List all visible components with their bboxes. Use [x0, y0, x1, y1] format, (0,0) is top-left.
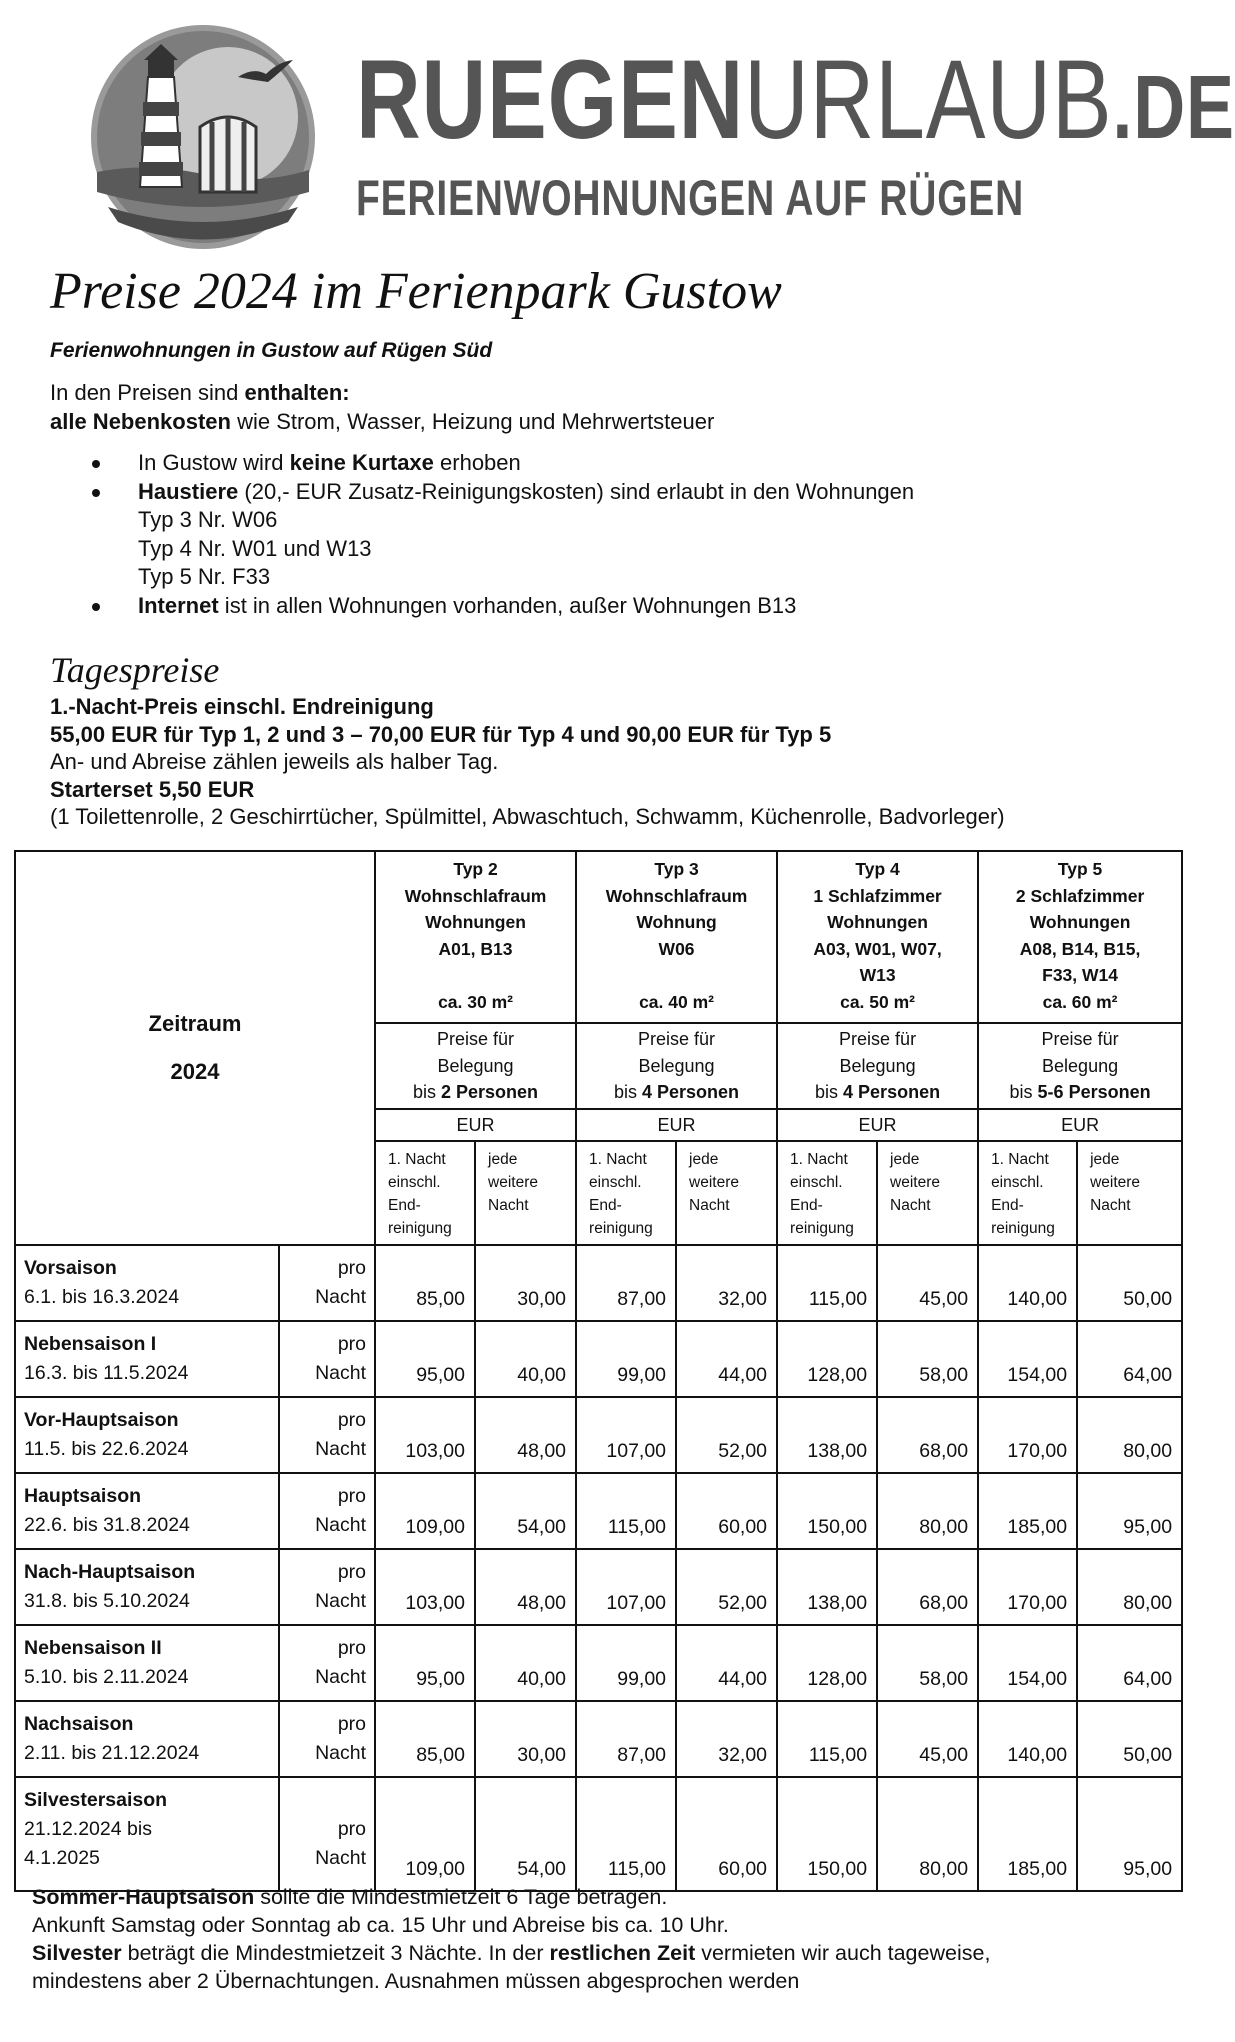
first-night-price: 109,00: [375, 1473, 475, 1549]
type-units: W06: [658, 938, 695, 959]
occupancy-text: Preise für: [839, 1029, 917, 1050]
type-name: Typ 3: [654, 859, 699, 879]
type-units: A03, W01, W07,: [813, 938, 942, 959]
first-night-price: 115,00: [576, 1777, 676, 1891]
bullet-text: erhoben: [433, 450, 521, 475]
first-night-label: reinigung: [790, 1220, 854, 1237]
bullet-bold: keine Kurtaxe: [289, 450, 434, 475]
first-night-label: einschl.: [991, 1174, 1044, 1191]
per-night-cell: [279, 1245, 375, 1321]
type-header: [978, 851, 1182, 1023]
next-night-price: 95,00: [1077, 1777, 1182, 1891]
page-title: Preise 2024 im Ferienpark Gustow: [50, 263, 782, 320]
first-night-price: 154,00: [978, 1625, 1077, 1701]
night-label: Nacht: [315, 1362, 367, 1384]
spacer: [280, 1786, 366, 1815]
type-units: [376, 962, 575, 989]
first-night-label: 1. Nacht: [790, 1151, 848, 1168]
occupancy-persons: 2 Personen: [441, 1082, 539, 1103]
season-dates: 16.3. bis 11.5.2024: [24, 1362, 189, 1384]
next-night-price: 48,00: [475, 1397, 576, 1473]
first-night-label: reinigung: [991, 1220, 1055, 1237]
next-night-price: 58,00: [877, 1625, 978, 1701]
price-table: [14, 850, 1183, 1892]
type-units: A01, B13: [438, 938, 513, 959]
season-name: Hauptsaison: [24, 1485, 142, 1507]
first-night-price: 138,00: [777, 1397, 877, 1473]
season-cell: [15, 1701, 279, 1777]
first-night-label: reinigung: [388, 1220, 452, 1237]
lighthouse-beachchair-seagull-logo-icon: [88, 22, 318, 252]
next-night-price: 40,00: [475, 1321, 576, 1397]
season-name: Nach-Hauptsaison: [24, 1561, 196, 1583]
note-text: beträgt die Mindestmietzeit 3 Nächte. In der: [121, 1941, 550, 1965]
next-night-price: 60,00: [676, 1473, 777, 1549]
first-night-label: einschl.: [790, 1174, 843, 1191]
night-label: Nacht: [315, 1514, 367, 1536]
zeitraum-label: Zeitraum: [148, 1011, 242, 1036]
bullet-text: In Gustow wird: [138, 450, 290, 475]
first-night-label: reinigung: [589, 1220, 653, 1237]
starterset-contents: (1 Toilettenrolle, 2 Geschirrtücher, Spülmittel, Abwaschtuch, Schwamm, Küchenrolle, Badvorleger): [50, 804, 1005, 829]
intro-line-2-bold: alle Nebenkosten: [50, 409, 231, 434]
night-label: Nacht: [315, 1666, 367, 1688]
first-night-price: 87,00: [576, 1701, 676, 1777]
bullet-icon: [92, 603, 100, 611]
type-units: F33, W14: [1042, 965, 1118, 985]
first-night-label: End-: [790, 1197, 823, 1214]
season-cell: [15, 1397, 279, 1473]
per-night-cell: [279, 1397, 375, 1473]
per-label: pro: [337, 1713, 367, 1735]
note-bold: restlichen Zeit: [549, 1941, 696, 1965]
next-night-header: [676, 1141, 777, 1245]
season-dates: 22.6. bis 31.8.2024: [24, 1514, 190, 1536]
note-line: [32, 1883, 990, 1911]
per-label: pro: [337, 1561, 367, 1583]
bullet-text: (20,- EUR Zusatz-Reinigungskosten) sind erlaubt in den Wohnungen: [238, 478, 915, 504]
bullet-bold: Internet: [138, 592, 219, 618]
per-night-cell: [279, 1625, 375, 1701]
table-row: [15, 1473, 1182, 1549]
next-night-label: jede: [1090, 1151, 1120, 1168]
first-night-price: 85,00: [375, 1701, 475, 1777]
occupancy-cell: [777, 1023, 978, 1109]
next-night-label: jede: [488, 1151, 518, 1168]
first-night-price: 109,00: [375, 1777, 475, 1891]
intro-line-2-text: wie Strom, Wasser, Heizung und Mehrwertsteuer: [230, 409, 715, 434]
day-price-line: 55,00 EUR für Typ 1, 2 und 3 – 70,00 EUR für Typ 4 und 90,00 EUR für Typ 5: [50, 721, 832, 747]
next-night-price: 45,00: [877, 1245, 978, 1321]
night-label: Nacht: [315, 1590, 367, 1612]
type-desc: Wohnschlafraum: [404, 885, 547, 906]
type-name: Typ 5: [1057, 859, 1103, 879]
first-night-header: [375, 1141, 475, 1245]
list-item: [92, 592, 914, 621]
type-desc: Wohnschlafraum: [605, 885, 748, 906]
occupancy-text: Belegung: [638, 1055, 715, 1076]
type-desc: Wohnungen: [1029, 912, 1131, 932]
first-night-price: 154,00: [978, 1321, 1077, 1397]
occupancy-text: bis: [815, 1082, 844, 1103]
occupancy-cell: [576, 1023, 777, 1109]
per-label: pro: [337, 1637, 367, 1659]
season-name: Vor-Hauptsaison: [24, 1409, 179, 1431]
first-night-price: 107,00: [576, 1397, 676, 1473]
season-dates: 21.12.2024 bis: [24, 1818, 152, 1840]
first-night-label: einschl.: [388, 1174, 441, 1191]
type-desc: 1 Schlafzimmer: [813, 885, 942, 906]
table-row: [15, 1777, 1182, 1891]
note-line: Ankunft Samstag oder Sonntag ab ca. 15 Uhr und Abreise bis ca. 10 Uhr.: [32, 1913, 729, 1937]
next-night-label: Nacht: [689, 1197, 730, 1214]
occupancy-persons: 4 Personen: [642, 1082, 740, 1103]
season-dates: 4.1.2025: [24, 1847, 100, 1869]
note-line: mindestens aber 2 Übernachtungen. Ausnahmen müssen abgesprochen werden: [32, 1969, 800, 1993]
occupancy-persons: 4 Personen: [843, 1082, 941, 1103]
occupancy-text: bis: [412, 1082, 441, 1103]
next-night-price: 68,00: [877, 1549, 978, 1625]
per-label: pro: [337, 1485, 367, 1507]
bullet-text: Typ 3 Nr. W06: [138, 507, 278, 532]
intro-text: [50, 378, 714, 436]
next-night-price: 30,00: [475, 1245, 576, 1321]
brand-name: [356, 37, 1235, 164]
next-night-label: weitere: [890, 1174, 941, 1191]
next-night-header: [1077, 1141, 1182, 1245]
type-size: ca. 30 m²: [438, 991, 513, 1012]
next-night-label: weitere: [1090, 1174, 1141, 1191]
occupancy-text: Preise für: [638, 1029, 716, 1050]
first-night-price: 138,00: [777, 1549, 877, 1625]
next-night-label: Nacht: [1090, 1197, 1131, 1214]
note-text: sollte die Mindestmietzeit 6 Tage betragen.: [254, 1885, 668, 1909]
next-night-price: 44,00: [676, 1625, 777, 1701]
season-name: Silvestersaison: [24, 1789, 168, 1811]
first-night-price: 85,00: [375, 1245, 475, 1321]
first-night-label: einschl.: [589, 1174, 642, 1191]
next-night-header: [877, 1141, 978, 1245]
season-name: Nachsaison: [24, 1713, 134, 1735]
note-text: vermieten wir auch tageweise,: [695, 1941, 991, 1965]
season-name: Vorsaison: [24, 1257, 117, 1279]
bullet-icon: [92, 460, 100, 468]
first-night-header: [576, 1141, 676, 1245]
season-dates: 6.1. bis 16.3.2024: [24, 1286, 180, 1308]
type-name: Typ 2: [453, 859, 498, 879]
type-header: [375, 851, 576, 1023]
first-night-label: End-: [388, 1197, 421, 1214]
footnotes: [32, 1883, 990, 1995]
per-label: pro: [337, 1257, 367, 1279]
table-row: [15, 1701, 1182, 1777]
first-night-price: 99,00: [576, 1321, 676, 1397]
first-night-price: 115,00: [777, 1245, 877, 1321]
occupancy-text: Belegung: [1042, 1055, 1119, 1076]
first-night-price: 115,00: [777, 1701, 877, 1777]
occupancy-text: bis: [614, 1082, 643, 1103]
next-night-price: 64,00: [1077, 1321, 1182, 1397]
occupancy-text: bis: [1009, 1082, 1038, 1103]
first-night-price: 95,00: [375, 1625, 475, 1701]
first-night-price: 170,00: [978, 1549, 1077, 1625]
page-subtitle: Ferienwohnungen in Gustow auf Rügen Süd: [50, 339, 493, 362]
next-night-price: 95,00: [1077, 1473, 1182, 1549]
season-cell: [15, 1549, 279, 1625]
bullet-text: Typ 4 Nr. W01 und W13: [138, 535, 372, 561]
next-night-price: 30,00: [475, 1701, 576, 1777]
first-night-price: 150,00: [777, 1473, 877, 1549]
type-units: W13: [859, 965, 896, 985]
night-label: Nacht: [315, 1742, 367, 1764]
note-bold: Silvester: [32, 1941, 122, 1965]
night-label: Nacht: [315, 1438, 367, 1460]
day-price-line: 1.-Nacht-Preis einschl. Endreinigung: [50, 694, 434, 719]
currency-cell: EUR: [978, 1109, 1182, 1141]
next-night-label: Nacht: [890, 1197, 931, 1214]
first-night-header: [978, 1141, 1077, 1245]
first-night-price: 150,00: [777, 1777, 877, 1891]
night-label: Nacht: [315, 1286, 367, 1308]
next-night-price: 45,00: [877, 1701, 978, 1777]
first-night-price: 140,00: [978, 1701, 1077, 1777]
starterset-line: Starterset 5,50 EUR: [50, 776, 255, 802]
next-night-label: Nacht: [488, 1197, 529, 1214]
type-desc: 2 Schlafzimmer: [1015, 885, 1145, 906]
first-night-price: 185,00: [978, 1777, 1077, 1891]
type-units: A08, B14, B15,: [1019, 938, 1141, 959]
next-night-price: 60,00: [676, 1777, 777, 1891]
type-size: ca. 50 m²: [840, 991, 915, 1012]
first-night-price: 95,00: [375, 1321, 475, 1397]
first-night-label: 1. Nacht: [388, 1151, 446, 1168]
day-price-info: [50, 693, 1005, 831]
next-night-price: 80,00: [1077, 1397, 1182, 1473]
table-row: [15, 1397, 1182, 1473]
per-label: pro: [337, 1333, 367, 1355]
occupancy-text: Belegung: [839, 1055, 916, 1076]
occupancy-text: Belegung: [437, 1055, 514, 1076]
type-header: [576, 851, 777, 1023]
first-night-price: 185,00: [978, 1473, 1077, 1549]
type-name: Typ 4: [855, 859, 900, 879]
zeitraum-header: [15, 851, 375, 1245]
per-night-cell: [279, 1549, 375, 1625]
first-night-label: End-: [991, 1197, 1024, 1214]
next-night-price: 48,00: [475, 1549, 576, 1625]
table-row: [15, 1549, 1182, 1625]
type-header: [777, 851, 978, 1023]
brand-tld: .DE: [1112, 58, 1235, 158]
season-cell: [15, 1321, 279, 1397]
first-night-label: 1. Nacht: [991, 1151, 1049, 1168]
table-row: [15, 1321, 1182, 1397]
next-night-price: 44,00: [676, 1321, 777, 1397]
per-label: pro: [337, 1818, 367, 1840]
next-night-header: [475, 1141, 576, 1245]
first-night-price: 128,00: [777, 1321, 877, 1397]
season-cell: [15, 1245, 279, 1321]
first-night-price: 103,00: [375, 1549, 475, 1625]
brand-light: URLAUB: [744, 37, 1113, 162]
next-night-price: 64,00: [1077, 1625, 1182, 1701]
first-night-label: 1. Nacht: [589, 1151, 647, 1168]
currency-cell: EUR: [777, 1109, 978, 1141]
next-night-price: 54,00: [475, 1473, 576, 1549]
season-name: Nebensaison I: [24, 1333, 157, 1355]
site-logo: [88, 22, 1235, 252]
occupancy-persons: 5-6 Personen: [1037, 1082, 1151, 1103]
currency-cell: EUR: [375, 1109, 576, 1141]
intro-line-1-bold: enthalten:: [244, 380, 350, 405]
per-night-cell: [279, 1701, 375, 1777]
list-item-continuation: [92, 563, 914, 592]
type-desc: Wohnung: [636, 912, 717, 932]
occupancy-cell: [375, 1023, 576, 1109]
occupancy-cell: [978, 1023, 1182, 1109]
next-night-price: 68,00: [877, 1397, 978, 1473]
intro-line-1: [50, 378, 714, 407]
included-list: [92, 449, 914, 620]
first-night-price: 128,00: [777, 1625, 877, 1701]
next-night-price: 50,00: [1077, 1701, 1182, 1777]
occupancy-text: Preise für: [437, 1029, 515, 1050]
note-line: [32, 1939, 990, 1967]
brand-tagline: FERIENWOHNUNGEN AUF RÜGEN: [356, 170, 1025, 226]
day-price-line: An- und Abreise zählen jeweils als halber Tag.: [50, 749, 499, 774]
season-cell: [15, 1777, 279, 1891]
season-cell: [15, 1473, 279, 1549]
next-night-price: 32,00: [676, 1245, 777, 1321]
next-night-label: jede: [689, 1151, 719, 1168]
first-night-label: End-: [589, 1197, 622, 1214]
section-title-tagespreise: Tagespreise: [50, 650, 220, 690]
season-name: Nebensaison II: [24, 1637, 162, 1659]
intro-line-1-text: In den Preisen sind: [50, 380, 245, 405]
first-night-price: 103,00: [375, 1397, 475, 1473]
next-night-price: 54,00: [475, 1777, 576, 1891]
season-dates: 2.11. bis 21.12.2024: [24, 1742, 200, 1764]
next-night-price: 80,00: [877, 1473, 978, 1549]
first-night-price: 107,00: [576, 1549, 676, 1625]
brand-bold: RUEGEN: [356, 37, 745, 162]
bullet-icon: [92, 489, 100, 497]
table-row: [15, 1625, 1182, 1701]
intro-line-2: [50, 407, 714, 436]
first-night-price: 87,00: [576, 1245, 676, 1321]
first-night-price: 170,00: [978, 1397, 1077, 1473]
per-label: pro: [337, 1409, 367, 1431]
season-dates: 31.8. bis 5.10.2024: [24, 1590, 190, 1612]
next-night-price: 52,00: [676, 1549, 777, 1625]
type-size: ca. 40 m²: [639, 991, 714, 1012]
next-night-price: 80,00: [1077, 1549, 1182, 1625]
bullet-text: ist in allen Wohnungen vorhanden, außer Wohnungen B13: [218, 592, 797, 618]
list-item-continuation: [92, 535, 914, 564]
next-night-price: 80,00: [877, 1777, 978, 1891]
season-cell: [15, 1625, 279, 1701]
bullet-text: Typ 5 Nr. F33: [138, 564, 271, 589]
next-night-label: weitere: [488, 1174, 538, 1191]
list-item: [92, 478, 914, 507]
list-item: [92, 449, 914, 478]
next-night-price: 40,00: [475, 1625, 576, 1701]
type-desc: Wohnungen: [425, 912, 526, 932]
zeitraum-year: 2024: [170, 1059, 220, 1084]
season-dates: 11.5. bis 22.6.2024: [24, 1438, 189, 1460]
next-night-price: 50,00: [1077, 1245, 1182, 1321]
per-night-cell: [279, 1777, 375, 1891]
note-bold: Sommer-Hauptsaison: [32, 1885, 255, 1909]
list-item-continuation: [92, 506, 914, 535]
per-night-cell: [279, 1473, 375, 1549]
next-night-price: 52,00: [676, 1397, 777, 1473]
table-row: [15, 1245, 1182, 1321]
first-night-price: 99,00: [576, 1625, 676, 1701]
next-night-price: 32,00: [676, 1701, 777, 1777]
next-night-label: jede: [890, 1151, 920, 1168]
first-night-price: 115,00: [576, 1473, 676, 1549]
night-label: Nacht: [315, 1847, 367, 1869]
type-units: [577, 962, 776, 989]
currency-cell: EUR: [576, 1109, 777, 1141]
season-dates: 5.10. bis 2.11.2024: [24, 1666, 189, 1688]
next-night-price: 58,00: [877, 1321, 978, 1397]
per-night-cell: [279, 1321, 375, 1397]
next-night-label: weitere: [689, 1174, 739, 1191]
occupancy-text: Preise für: [1041, 1029, 1119, 1050]
type-desc: Wohnungen: [827, 912, 928, 932]
type-size: ca. 60 m²: [1042, 991, 1118, 1012]
first-night-header: [777, 1141, 877, 1245]
first-night-price: 140,00: [978, 1245, 1077, 1321]
bullet-bold: Haustiere: [138, 478, 239, 504]
